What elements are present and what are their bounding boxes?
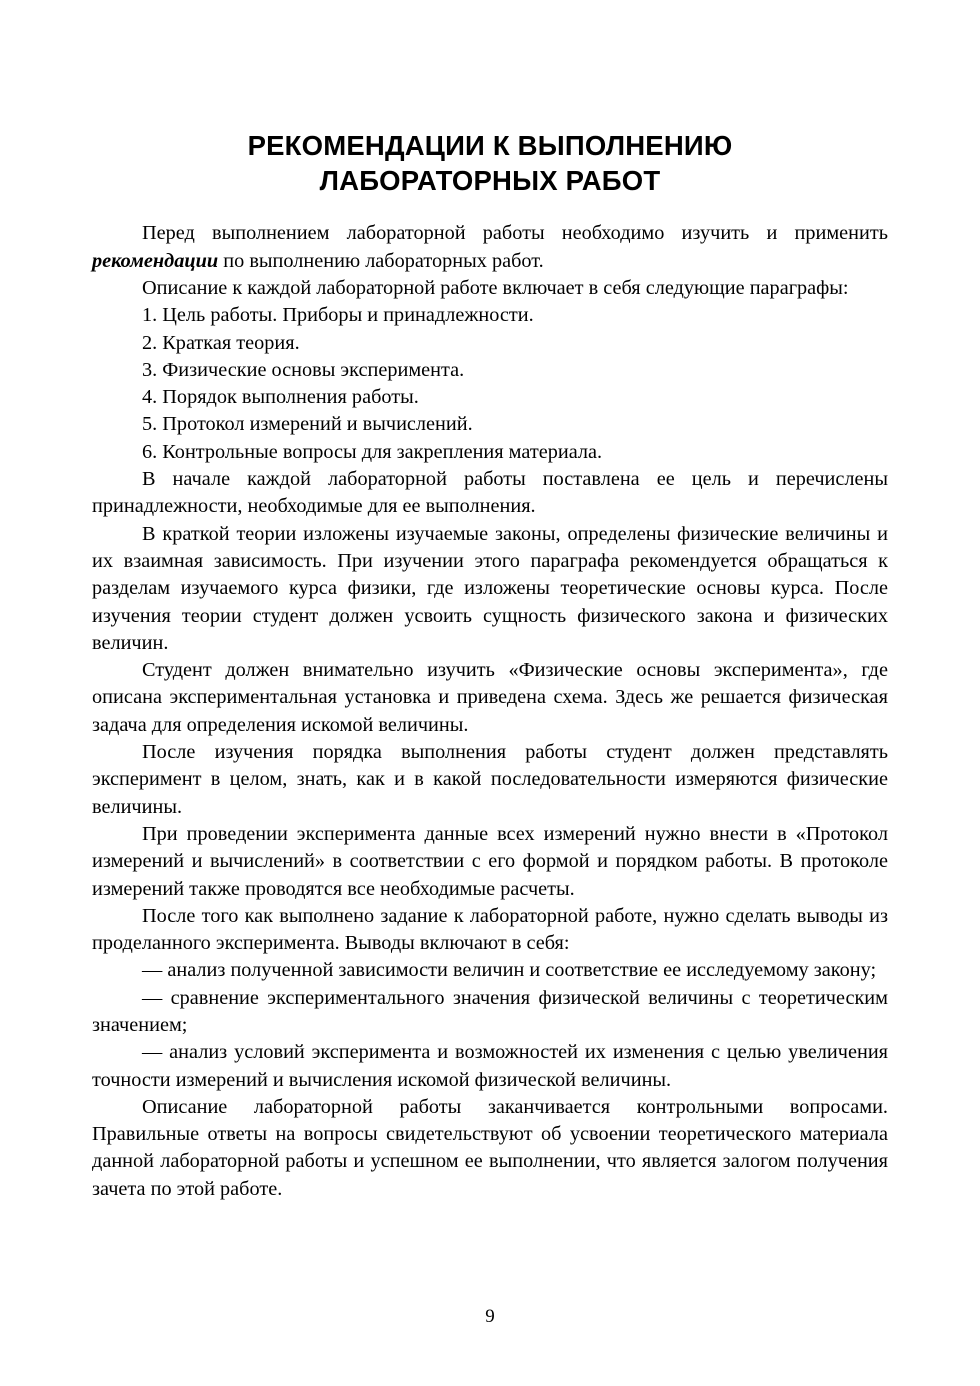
paragraph-theory: В краткой теории изложены изучаемые законы, определены физические величины и их взаимная зависимость. При изучении этого параграфа рекомендуется обращаться к разделам изучаемого курса физики, где изложены теоретические основы курса. После изучения теории студент должен усвоить сущность физического закона и физических величин.: [92, 522, 888, 654]
page-title: [92, 128, 888, 198]
paragraph-intro-part-1: Перед выполнением лабораторной работы необходимо изучить и применить: [142, 222, 888, 245]
paragraph-control-questions: Описание лабораторной работы заканчивается контрольными вопросами. Правильные ответы на вопросы свидетельствуют об усвоении теоретического материала данной лабораторной работы и успешном ее выполнении, что является залогом получения зачета по этой работе.: [92, 1095, 888, 1200]
list-item-2: 2. Краткая теория.: [142, 331, 300, 354]
paragraph-intro: [92, 220, 888, 275]
page-title-line-1: РЕКОМЕНДАЦИИ К ВЫПОЛНЕНИЮ: [247, 130, 733, 161]
paragraph-goal: В начале каждой лабораторной работы поставлена ее цель и перечислены принадлежности, необходимые для ее выполнения.: [92, 468, 888, 518]
paragraph-description: Описание к каждой лабораторной работе включает в себя следующие параграфы:: [142, 276, 849, 299]
dash-item-1: — анализ полученной зависимости величин и соответствие ее исследуемому закону;: [142, 959, 877, 982]
paragraph-intro-emphasis: рекомендации: [92, 249, 219, 272]
paragraph-experiment-basics: Студент должен внимательно изучить «Физические основы эксперимента», где описана экспериментальная установка и приведена схема. Здесь же решается физическая задача для определения искомой величины.: [92, 659, 888, 736]
paragraph-conclusions: После того как выполнено задание к лабораторной работе, нужно сделать выводы из проделанного эксперимента. Выводы включают в себя:: [92, 904, 888, 955]
list-item-4: 4. Порядок выполнения работы.: [142, 386, 419, 409]
paragraph-order: После изучения порядка выполнения работы студент должен представлять эксперимент в целом, знать, как и в какой последовательности измеряются физические величины.: [92, 741, 888, 818]
list-item-5: 5. Протокол измерений и вычислений.: [142, 413, 473, 436]
paragraph-intro-part-2: по выполнению лабораторных работ.: [218, 249, 544, 272]
dash-item-3: — анализ условий эксперимента и возможностей их изменения с целью увеличения точности измерений и вычисления искомой физической величины.: [92, 1041, 888, 1091]
page-title-line-2: ЛАБОРАТОРНЫХ РАБОТ: [319, 165, 661, 197]
list-item-1: 1. Цель работы. Приборы и принадлежности.: [142, 304, 534, 327]
paragraph-protocol: При проведении эксперимента данные всех измерений нужно внести в «Протокол измерений и вычислений» в соответствии с его формой и порядком работы. В протоколе измерений также проводятся все необходимые расчеты.: [92, 822, 888, 900]
dash-item-2: — сравнение экспериментального значения физической величины с теоретическим значением;: [92, 986, 888, 1036]
page-number: 9: [485, 1306, 495, 1327]
list-item-3: 3. Физические основы эксперимента.: [142, 358, 465, 381]
list-item-6: 6. Контрольные вопросы для закрепления материала.: [142, 440, 603, 463]
